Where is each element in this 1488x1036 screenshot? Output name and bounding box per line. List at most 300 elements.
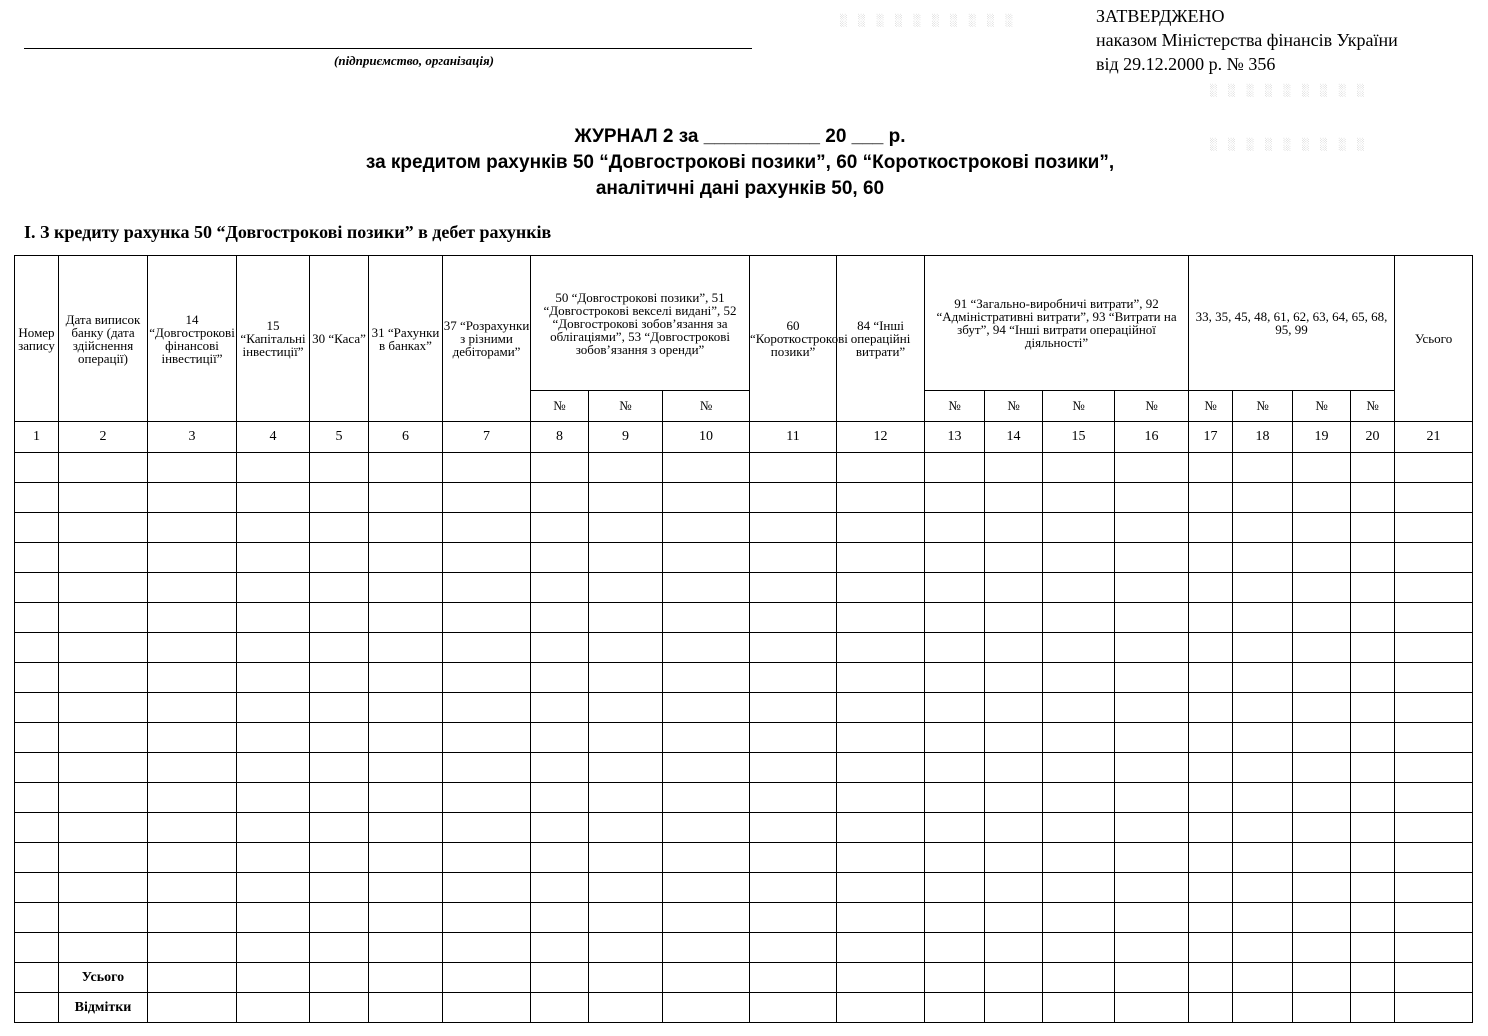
- entry-cell[interactable]: [925, 933, 985, 963]
- entry-cell[interactable]: [15, 753, 59, 783]
- entry-cell[interactable]: [1189, 633, 1233, 663]
- entry-cell[interactable]: [837, 813, 925, 843]
- entry-cell[interactable]: [663, 993, 750, 1023]
- entry-cell[interactable]: [531, 903, 589, 933]
- entry-cell[interactable]: [750, 933, 837, 963]
- entry-cell[interactable]: [1189, 933, 1233, 963]
- entry-cell[interactable]: [1115, 633, 1189, 663]
- entry-cell[interactable]: [148, 903, 237, 933]
- entry-cell[interactable]: [1233, 783, 1293, 813]
- entry-cell[interactable]: [589, 963, 663, 993]
- entry-cell[interactable]: [310, 873, 369, 903]
- entry-cell[interactable]: [1233, 813, 1293, 843]
- entry-cell[interactable]: [59, 753, 148, 783]
- entry-cell[interactable]: [148, 543, 237, 573]
- entry-cell[interactable]: [148, 813, 237, 843]
- entry-cell[interactable]: [1043, 723, 1115, 753]
- entry-cell[interactable]: [925, 663, 985, 693]
- entry-cell[interactable]: [531, 573, 589, 603]
- entry-cell[interactable]: [925, 753, 985, 783]
- entry-cell[interactable]: [237, 963, 310, 993]
- entry-cell[interactable]: [1115, 543, 1189, 573]
- entry-cell[interactable]: [237, 813, 310, 843]
- entry-cell[interactable]: [985, 633, 1043, 663]
- entry-cell[interactable]: [1115, 813, 1189, 843]
- entry-cell[interactable]: [750, 873, 837, 903]
- entry-cell[interactable]: [15, 933, 59, 963]
- entry-cell[interactable]: [531, 993, 589, 1023]
- entry-cell[interactable]: [15, 573, 59, 603]
- entry-cell[interactable]: [310, 513, 369, 543]
- entry-cell[interactable]: [663, 663, 750, 693]
- entry-cell[interactable]: [985, 603, 1043, 633]
- entry-cell[interactable]: [837, 843, 925, 873]
- entry-cell[interactable]: [237, 543, 310, 573]
- entry-cell[interactable]: [369, 813, 443, 843]
- entry-cell[interactable]: [1293, 963, 1351, 993]
- entry-cell[interactable]: [1189, 453, 1233, 483]
- entry-cell[interactable]: [837, 663, 925, 693]
- entry-cell[interactable]: [1115, 873, 1189, 903]
- entry-cell[interactable]: [1293, 993, 1351, 1023]
- entry-cell[interactable]: [1293, 603, 1351, 633]
- entry-cell[interactable]: [985, 663, 1043, 693]
- entry-cell[interactable]: [985, 903, 1043, 933]
- entry-cell[interactable]: [1233, 993, 1293, 1023]
- entry-cell[interactable]: [1233, 663, 1293, 693]
- entry-cell[interactable]: [443, 933, 531, 963]
- entry-cell[interactable]: [1189, 813, 1233, 843]
- entry-cell[interactable]: [837, 483, 925, 513]
- entry-cell[interactable]: [837, 723, 925, 753]
- entry-cell[interactable]: [1293, 783, 1351, 813]
- entry-cell[interactable]: [148, 963, 237, 993]
- entry-cell[interactable]: [589, 693, 663, 723]
- entry-cell[interactable]: [1233, 603, 1293, 633]
- entry-cell[interactable]: [985, 513, 1043, 543]
- entry-cell[interactable]: [1043, 453, 1115, 483]
- entry-cell[interactable]: [750, 543, 837, 573]
- entry-cell[interactable]: [1351, 933, 1395, 963]
- entry-cell[interactable]: [925, 543, 985, 573]
- entry-cell[interactable]: [1233, 933, 1293, 963]
- entry-cell[interactable]: [310, 783, 369, 813]
- entry-cell[interactable]: [589, 603, 663, 633]
- entry-cell[interactable]: [443, 843, 531, 873]
- entry-cell[interactable]: [1293, 933, 1351, 963]
- entry-cell[interactable]: [369, 543, 443, 573]
- entry-cell[interactable]: [237, 873, 310, 903]
- entry-cell[interactable]: [837, 693, 925, 723]
- entry-cell[interactable]: [925, 483, 985, 513]
- entry-cell[interactable]: [369, 573, 443, 603]
- entry-cell[interactable]: [59, 873, 148, 903]
- entry-cell[interactable]: [837, 903, 925, 933]
- entry-cell[interactable]: [1293, 753, 1351, 783]
- entry-cell[interactable]: [1233, 723, 1293, 753]
- entry-cell[interactable]: [663, 513, 750, 543]
- entry-cell[interactable]: [750, 813, 837, 843]
- entry-cell[interactable]: [985, 963, 1043, 993]
- entry-cell[interactable]: [310, 963, 369, 993]
- entry-cell[interactable]: [589, 933, 663, 963]
- entry-cell[interactable]: [1115, 513, 1189, 543]
- entry-cell[interactable]: [1115, 723, 1189, 753]
- entry-cell[interactable]: [1395, 723, 1473, 753]
- entry-cell[interactable]: [663, 843, 750, 873]
- entry-cell[interactable]: [1189, 603, 1233, 633]
- entry-cell[interactable]: [1395, 903, 1473, 933]
- entry-cell[interactable]: [1043, 663, 1115, 693]
- entry-cell[interactable]: [369, 963, 443, 993]
- entry-cell[interactable]: [985, 783, 1043, 813]
- entry-cell[interactable]: [1351, 813, 1395, 843]
- entry-cell[interactable]: [1233, 843, 1293, 873]
- entry-cell[interactable]: [663, 453, 750, 483]
- entry-cell[interactable]: [310, 483, 369, 513]
- entry-cell[interactable]: [148, 933, 237, 963]
- entry-cell[interactable]: [531, 843, 589, 873]
- entry-cell[interactable]: [837, 633, 925, 663]
- entry-cell[interactable]: [1351, 513, 1395, 543]
- entry-cell[interactable]: [15, 813, 59, 843]
- entry-cell[interactable]: [750, 693, 837, 723]
- entry-cell[interactable]: [1395, 693, 1473, 723]
- entry-cell[interactable]: [1189, 783, 1233, 813]
- entry-cell[interactable]: [837, 933, 925, 963]
- entry-cell[interactable]: [148, 663, 237, 693]
- entry-cell[interactable]: [925, 573, 985, 603]
- entry-cell[interactable]: [837, 513, 925, 543]
- entry-cell[interactable]: [985, 933, 1043, 963]
- entry-cell[interactable]: [925, 993, 985, 1023]
- entry-cell[interactable]: [1115, 903, 1189, 933]
- entry-cell[interactable]: [750, 903, 837, 933]
- entry-cell[interactable]: [15, 873, 59, 903]
- entry-cell[interactable]: [443, 693, 531, 723]
- entry-cell[interactable]: [531, 603, 589, 633]
- entry-cell[interactable]: [589, 993, 663, 1023]
- entry-cell[interactable]: [1115, 603, 1189, 633]
- entry-cell[interactable]: [1395, 963, 1473, 993]
- entry-cell[interactable]: [148, 693, 237, 723]
- entry-cell[interactable]: [750, 723, 837, 753]
- entry-cell[interactable]: [1293, 543, 1351, 573]
- entry-cell[interactable]: [531, 873, 589, 903]
- entry-cell[interactable]: [1189, 903, 1233, 933]
- entry-cell[interactable]: [1233, 873, 1293, 903]
- entry-cell[interactable]: [531, 513, 589, 543]
- entry-cell[interactable]: [1189, 843, 1233, 873]
- entry-cell[interactable]: [1115, 993, 1189, 1023]
- entry-cell[interactable]: [369, 663, 443, 693]
- entry-cell[interactable]: [59, 453, 148, 483]
- entry-cell[interactable]: [237, 573, 310, 603]
- entry-cell[interactable]: [1351, 903, 1395, 933]
- entry-cell[interactable]: [1395, 603, 1473, 633]
- entry-cell[interactable]: [1189, 723, 1233, 753]
- entry-cell[interactable]: [15, 843, 59, 873]
- entry-cell[interactable]: [1115, 483, 1189, 513]
- entry-cell[interactable]: [1043, 513, 1115, 543]
- entry-cell[interactable]: [1351, 693, 1395, 723]
- entry-cell[interactable]: [531, 453, 589, 483]
- entry-cell[interactable]: [59, 513, 148, 543]
- entry-cell[interactable]: [531, 543, 589, 573]
- entry-cell[interactable]: [15, 663, 59, 693]
- entry-cell[interactable]: [1043, 573, 1115, 603]
- entry-cell[interactable]: [15, 603, 59, 633]
- entry-cell[interactable]: [589, 753, 663, 783]
- entry-cell[interactable]: [985, 843, 1043, 873]
- entry-cell[interactable]: [148, 783, 237, 813]
- entry-cell[interactable]: [925, 843, 985, 873]
- entry-cell[interactable]: [15, 693, 59, 723]
- entry-cell[interactable]: [237, 903, 310, 933]
- entry-cell[interactable]: [750, 603, 837, 633]
- entry-cell[interactable]: [589, 843, 663, 873]
- entry-cell[interactable]: [59, 783, 148, 813]
- entry-cell[interactable]: [1115, 783, 1189, 813]
- entry-cell[interactable]: [925, 873, 985, 903]
- entry-cell[interactable]: [1351, 873, 1395, 903]
- entry-cell[interactable]: [1351, 453, 1395, 483]
- entry-cell[interactable]: [663, 693, 750, 723]
- entry-cell[interactable]: [15, 723, 59, 753]
- entry-cell[interactable]: [1351, 573, 1395, 603]
- entry-cell[interactable]: [310, 903, 369, 933]
- entry-cell[interactable]: [443, 723, 531, 753]
- entry-cell[interactable]: [1395, 933, 1473, 963]
- entry-cell[interactable]: [237, 723, 310, 753]
- entry-cell[interactable]: [310, 573, 369, 603]
- entry-cell[interactable]: [237, 513, 310, 543]
- entry-cell[interactable]: [1351, 603, 1395, 633]
- entry-cell[interactable]: [59, 693, 148, 723]
- entry-cell[interactable]: [1293, 513, 1351, 543]
- entry-cell[interactable]: [837, 573, 925, 603]
- entry-cell[interactable]: [15, 483, 59, 513]
- entry-cell[interactable]: [1043, 693, 1115, 723]
- entry-cell[interactable]: [237, 603, 310, 633]
- entry-cell[interactable]: [15, 633, 59, 663]
- entry-cell[interactable]: [589, 813, 663, 843]
- entry-cell[interactable]: [443, 603, 531, 633]
- entry-cell[interactable]: [663, 753, 750, 783]
- entry-cell[interactable]: [15, 963, 59, 993]
- entry-cell[interactable]: [985, 693, 1043, 723]
- entry-cell[interactable]: [369, 753, 443, 783]
- entry-cell[interactable]: [59, 903, 148, 933]
- entry-cell[interactable]: [310, 993, 369, 1023]
- entry-cell[interactable]: [985, 993, 1043, 1023]
- entry-cell[interactable]: [1043, 873, 1115, 903]
- entry-cell[interactable]: [310, 633, 369, 663]
- entry-cell[interactable]: [443, 663, 531, 693]
- entry-cell[interactable]: [663, 873, 750, 903]
- entry-cell[interactable]: [59, 663, 148, 693]
- entry-cell[interactable]: [310, 453, 369, 483]
- entry-cell[interactable]: [1043, 903, 1115, 933]
- entry-cell[interactable]: [589, 783, 663, 813]
- entry-cell[interactable]: [1395, 513, 1473, 543]
- entry-cell[interactable]: [1189, 693, 1233, 723]
- entry-cell[interactable]: [1351, 663, 1395, 693]
- entry-cell[interactable]: [531, 693, 589, 723]
- entry-cell[interactable]: [1043, 483, 1115, 513]
- entry-cell[interactable]: [925, 903, 985, 933]
- entry-cell[interactable]: [663, 813, 750, 843]
- entry-cell[interactable]: [1233, 753, 1293, 783]
- entry-cell[interactable]: [925, 603, 985, 633]
- entry-cell[interactable]: [1293, 453, 1351, 483]
- entry-cell[interactable]: [985, 873, 1043, 903]
- entry-cell[interactable]: [1395, 543, 1473, 573]
- entry-cell[interactable]: [589, 903, 663, 933]
- entry-cell[interactable]: [589, 543, 663, 573]
- entry-cell[interactable]: [443, 993, 531, 1023]
- entry-cell[interactable]: [1395, 843, 1473, 873]
- entry-cell[interactable]: [148, 753, 237, 783]
- entry-cell[interactable]: [837, 963, 925, 993]
- entry-cell[interactable]: [1351, 783, 1395, 813]
- entry-cell[interactable]: [531, 963, 589, 993]
- entry-cell[interactable]: [148, 603, 237, 633]
- entry-cell[interactable]: [148, 573, 237, 603]
- entry-cell[interactable]: [1395, 573, 1473, 603]
- entry-cell[interactable]: [1189, 753, 1233, 783]
- entry-cell[interactable]: [925, 783, 985, 813]
- entry-cell[interactable]: [148, 873, 237, 903]
- entry-cell[interactable]: [369, 783, 443, 813]
- entry-cell[interactable]: [663, 543, 750, 573]
- entry-cell[interactable]: [59, 723, 148, 753]
- entry-cell[interactable]: [1395, 663, 1473, 693]
- entry-cell[interactable]: [443, 873, 531, 903]
- entry-cell[interactable]: [310, 843, 369, 873]
- entry-cell[interactable]: [1043, 753, 1115, 783]
- entry-cell[interactable]: [237, 483, 310, 513]
- entry-cell[interactable]: [1043, 543, 1115, 573]
- entry-cell[interactable]: [925, 963, 985, 993]
- entry-cell[interactable]: [369, 873, 443, 903]
- entry-cell[interactable]: [369, 693, 443, 723]
- entry-cell[interactable]: [589, 573, 663, 603]
- entry-cell[interactable]: [1115, 933, 1189, 963]
- entry-cell[interactable]: [15, 783, 59, 813]
- entry-cell[interactable]: [1189, 573, 1233, 603]
- entry-cell[interactable]: [750, 753, 837, 783]
- entry-cell[interactable]: [750, 783, 837, 813]
- entry-cell[interactable]: [1351, 483, 1395, 513]
- entry-cell[interactable]: [59, 813, 148, 843]
- entry-cell[interactable]: [750, 663, 837, 693]
- entry-cell[interactable]: [531, 483, 589, 513]
- entry-cell[interactable]: [663, 783, 750, 813]
- entry-cell[interactable]: [15, 543, 59, 573]
- entry-cell[interactable]: [59, 603, 148, 633]
- entry-cell[interactable]: [148, 843, 237, 873]
- entry-cell[interactable]: [1293, 843, 1351, 873]
- entry-cell[interactable]: [663, 903, 750, 933]
- entry-cell[interactable]: [589, 453, 663, 483]
- entry-cell[interactable]: [663, 723, 750, 753]
- entry-cell[interactable]: [369, 993, 443, 1023]
- entry-cell[interactable]: [1351, 723, 1395, 753]
- entry-cell[interactable]: [925, 693, 985, 723]
- entry-cell[interactable]: [1043, 633, 1115, 663]
- entry-cell[interactable]: [750, 573, 837, 603]
- entry-cell[interactable]: [1293, 813, 1351, 843]
- entry-cell[interactable]: [750, 513, 837, 543]
- entry-cell[interactable]: [985, 573, 1043, 603]
- entry-cell[interactable]: [663, 933, 750, 963]
- entry-cell[interactable]: [925, 633, 985, 663]
- entry-cell[interactable]: [1395, 873, 1473, 903]
- entry-cell[interactable]: [15, 453, 59, 483]
- entry-cell[interactable]: [1115, 753, 1189, 783]
- entry-cell[interactable]: [443, 963, 531, 993]
- entry-cell[interactable]: [369, 513, 443, 543]
- entry-cell[interactable]: [1233, 453, 1293, 483]
- entry-cell[interactable]: [750, 993, 837, 1023]
- entry-cell[interactable]: [837, 993, 925, 1023]
- entry-cell[interactable]: [15, 993, 59, 1023]
- entry-cell[interactable]: [837, 603, 925, 633]
- entry-cell[interactable]: [985, 483, 1043, 513]
- entry-cell[interactable]: [925, 453, 985, 483]
- entry-cell[interactable]: [1293, 873, 1351, 903]
- entry-cell[interactable]: [237, 993, 310, 1023]
- entry-cell[interactable]: [1233, 633, 1293, 663]
- entry-cell[interactable]: [369, 453, 443, 483]
- entry-cell[interactable]: [59, 843, 148, 873]
- entry-cell[interactable]: [531, 783, 589, 813]
- entry-cell[interactable]: [15, 903, 59, 933]
- entry-cell[interactable]: [1233, 693, 1293, 723]
- entry-cell[interactable]: [59, 633, 148, 663]
- entry-cell[interactable]: [1293, 903, 1351, 933]
- entry-cell[interactable]: [237, 783, 310, 813]
- entry-cell[interactable]: [1115, 963, 1189, 993]
- entry-cell[interactable]: [443, 753, 531, 783]
- entry-cell[interactable]: [1233, 963, 1293, 993]
- entry-cell[interactable]: [443, 543, 531, 573]
- entry-cell[interactable]: [837, 453, 925, 483]
- entry-cell[interactable]: [443, 813, 531, 843]
- entry-cell[interactable]: [1293, 573, 1351, 603]
- entry-cell[interactable]: [663, 573, 750, 603]
- entry-cell[interactable]: [369, 603, 443, 633]
- entry-cell[interactable]: [531, 813, 589, 843]
- entry-cell[interactable]: [1293, 663, 1351, 693]
- entry-cell[interactable]: [531, 633, 589, 663]
- entry-cell[interactable]: [310, 603, 369, 633]
- entry-cell[interactable]: [237, 453, 310, 483]
- entry-cell[interactable]: [443, 573, 531, 603]
- entry-cell[interactable]: [663, 603, 750, 633]
- entry-cell[interactable]: [1351, 633, 1395, 663]
- entry-cell[interactable]: [1189, 513, 1233, 543]
- entry-cell[interactable]: [148, 723, 237, 753]
- entry-cell[interactable]: [443, 633, 531, 663]
- entry-cell[interactable]: [237, 663, 310, 693]
- entry-cell[interactable]: [925, 723, 985, 753]
- entry-cell[interactable]: [1043, 783, 1115, 813]
- entry-cell[interactable]: [663, 963, 750, 993]
- entry-cell[interactable]: [1395, 813, 1473, 843]
- entry-cell[interactable]: [1043, 603, 1115, 633]
